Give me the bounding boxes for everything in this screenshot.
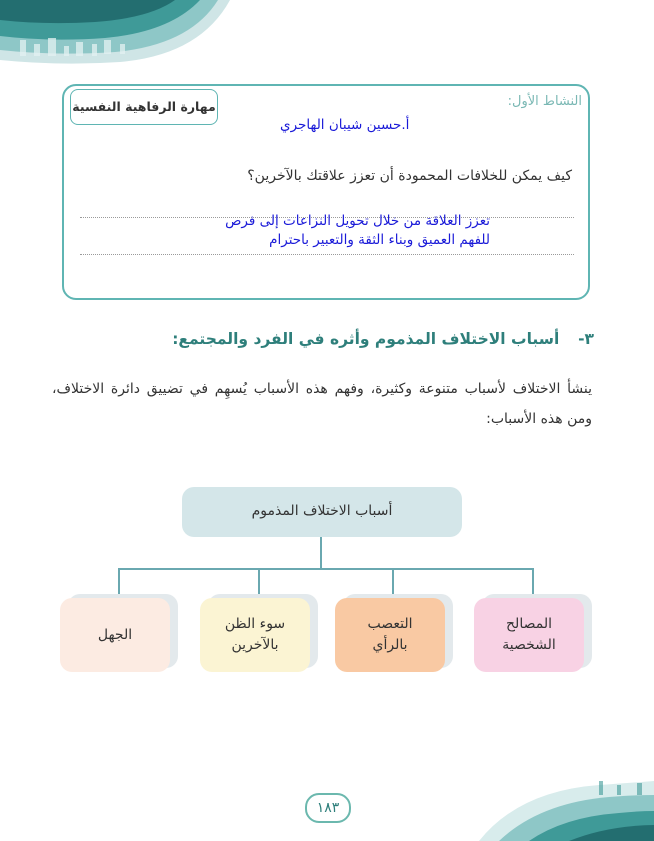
cause-line: المصالح	[506, 616, 552, 632]
footer-ornament	[479, 781, 654, 841]
cause-line: بالرأي	[372, 637, 408, 653]
connector-line	[320, 537, 322, 569]
diagram-root: أسباب الاختلاف المذموم	[182, 487, 462, 537]
cause-personal-interests	[474, 598, 584, 672]
cause-line: الجهل	[97, 626, 133, 643]
cause-line: الشخصية	[502, 637, 556, 653]
connector-line	[118, 568, 533, 570]
connector-line	[118, 568, 120, 596]
teacher-name: أ.حسين شيبان الهاجري	[280, 117, 410, 133]
cause-line: سوء الظن	[224, 616, 286, 632]
page-number: ١٨٣	[305, 793, 351, 823]
section-number: ٣-	[578, 330, 594, 348]
cause-line: بالآخرين	[231, 637, 279, 653]
intro-paragraph: ينشأ الاختلاف لأسباب متنوعة وكثيرة، وفهم هذه الأسباب يُسهِم في تضييق دائرة الاختلاف، ومن هذه الأسباب:	[52, 381, 592, 427]
section-title: أسباب الاختلاف المذموم وأثره في الفرد والمجتمع:	[172, 330, 560, 348]
cause-suspicion	[200, 598, 310, 672]
connector-line	[258, 568, 260, 596]
header-ornament	[0, 0, 230, 70]
cause-ignorance	[60, 598, 170, 672]
activity-label: النشاط الأول:	[507, 94, 582, 109]
handwritten-answer	[190, 212, 490, 250]
answer-line-1: تعزز العلاقة من خلال تحويل النزاعات إلى فرص	[225, 213, 490, 229]
cause-bias	[335, 598, 445, 672]
skill-tag: مهارة الرفاهية النفسية	[70, 89, 218, 125]
connector-line	[532, 568, 534, 596]
answer-line-2: للفهم العميق وبناء الثقة والتعبير باحترام	[269, 232, 490, 248]
connector-line	[392, 568, 394, 596]
cause-line: التعصب	[367, 616, 413, 632]
answer-line	[80, 254, 574, 255]
activity-question: كيف يمكن للخلافات المحمودة أن تعزز علاقتك بالآخرين؟	[247, 168, 572, 184]
section-heading	[172, 330, 594, 348]
